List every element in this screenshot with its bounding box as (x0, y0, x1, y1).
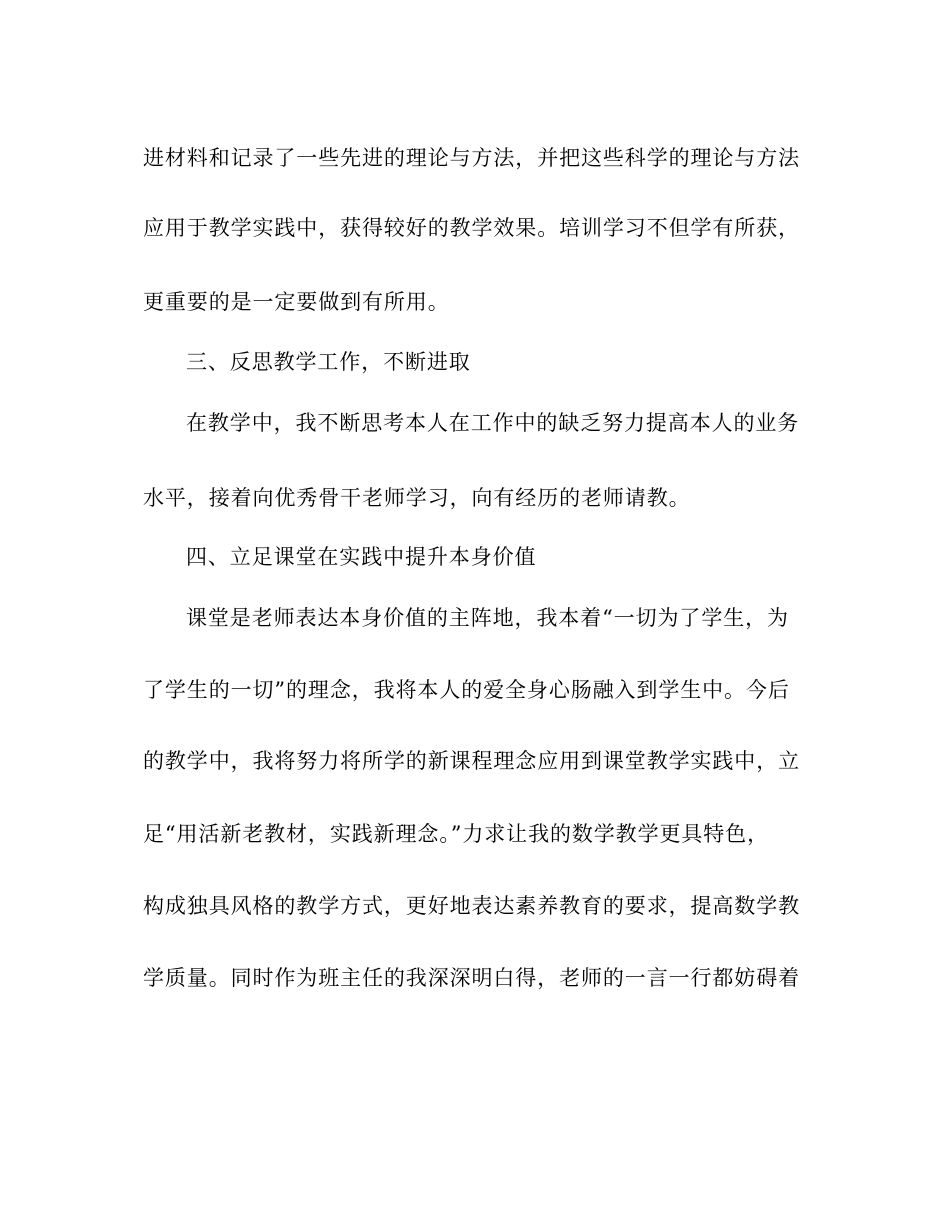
paragraph-line: 学质量。同时作为班主任的我深深明白得，老师的一言一行都妨碍着 (143, 966, 800, 990)
paragraph-line: 更重要的是一定要做到有所用。 (143, 290, 450, 314)
paragraph-line: 构成独具风格的教学方式，更好地表达素养教育的要求，提高数学教 (143, 894, 800, 918)
paragraph-line: 应用于教学实践中，获得较好的教学效果。培训学习不但学有所获， (143, 216, 800, 240)
paragraph-line: 在教学中，我不断思考本人在工作中的缺乏努力提高本人的业务 (186, 411, 800, 435)
paragraph-line: 足“用活新老教材，实践新理念。”力求让我的数学教学更具特色， (143, 822, 769, 846)
paragraph-line: 了学生的一切”的理念，我将本人的爱全身心肠融入到学生中。今后 (143, 678, 790, 702)
paragraph-line: 的教学中，我将努力将所学的新课程理念应用到课堂教学实践中，立 (143, 749, 800, 773)
paragraph-line: 课堂是老师表达本身价值的主阵地，我本着“一切为了学生，为 (186, 606, 789, 630)
paragraph-line: 进材料和记录了一些先进的理论与方法，并把这些科学的理论与方法 (143, 146, 800, 170)
section-heading: 三、反思教学工作，不断进取 (186, 350, 471, 374)
paragraph-line: 水平，接着向优秀骨干老师学习，向有经历的老师请教。 (143, 486, 691, 510)
section-heading: 四、立足课堂在实践中提升本身价值 (186, 545, 537, 569)
